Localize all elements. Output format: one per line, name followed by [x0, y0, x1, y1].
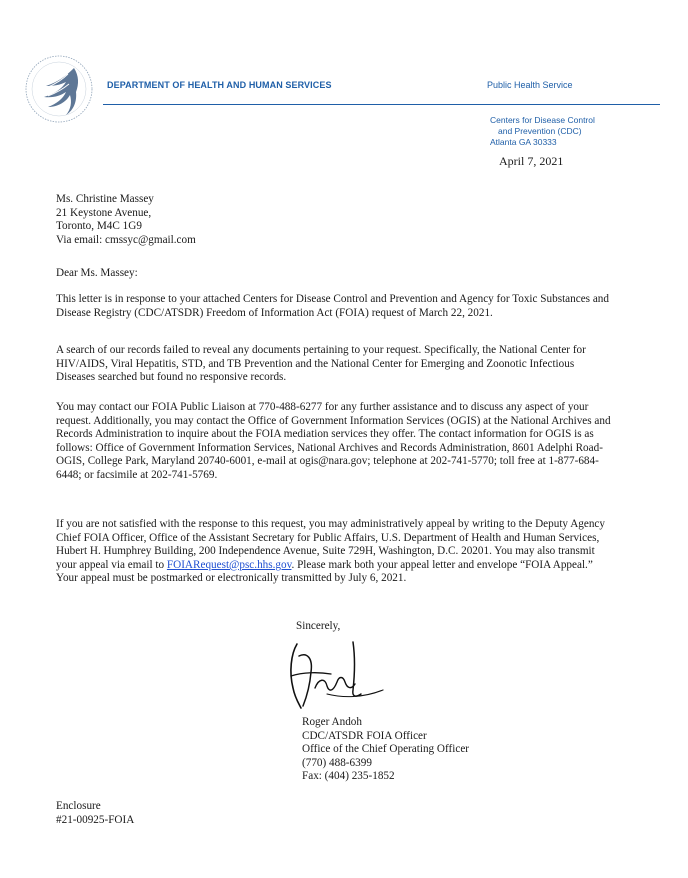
appeal-text: If you are not satisfied with the response to this request, you may administratively appeal by writing to the Deputy Agency Chief FOIA Officer, Office of the Assistant Secretary for Public Affairs, U.S. Department of Health and Human Services, Hubert H. Humphrey Building, 200 Independence Avenue, Suite 729H, Washington, D.C. 20201. You may also transmit your appeal via email to — [56, 518, 605, 571]
signer-fax: Fax: (404) 235-1852 — [302, 770, 395, 783]
appeal-text-end: . Please mark both your appeal letter and envelope “FOIA Appeal.” Your appeal must be postmarked or electronically transmitted by July 6, 2021. — [56, 558, 593, 585]
letterhead-divider — [103, 104, 660, 105]
agency-line: and Prevention (CDC) — [498, 126, 582, 136]
body-paragraph-2: A search of our records failed to reveal any documents pertaining to your request. Specifically, the National Center for HIV/AIDS, Viral Hepatitis, STD, and TB Prevention and the National Center for Emerging and Zoonotic Infectious Diseases searched but found no responsive records. — [56, 344, 586, 384]
enclosure-label: Enclosure — [56, 800, 101, 812]
signer-office: Office of the Chief Operating Officer — [302, 743, 470, 756]
body-paragraph-4 — [56, 518, 616, 586]
service-name: Public Health Service — [487, 80, 573, 90]
signer-name: Roger Andoh — [302, 716, 362, 728]
signer-phone: (770) 488-6399 — [302, 756, 372, 769]
signer-title: CDC/ATSDR FOIA Officer — [302, 729, 427, 742]
enclosure-block — [56, 799, 134, 827]
agency-line: Atlanta GA 30333 — [490, 137, 557, 147]
body-paragraph-3: You may contact our FOIA Public Liaison at 770-488-6277 for any further assistance and to discuss any aspect of your request. Additionally, you may contact the Office of Government Information Services (OGIS) at the National Archives and Records Administration to inquire about the FOIA mediation services they offer. The contact information for OGIS is as follows: Office of Government Information Services, National Archives and Records Administration, 8601 Adelphi Road-OGIS, College Park, Maryland 20740-6001, e-mail at ogis@nara.gov; telephone at 202-741-5770; toll free at 1-877-684-6448; or facsimile at 202-741-5769. — [56, 401, 611, 481]
recipient-name: Ms. Christine Massey — [56, 193, 154, 205]
letter-date: April 7, 2021 — [499, 154, 564, 168]
hhs-eagle-seal-icon — [22, 52, 96, 126]
agency-address — [490, 115, 595, 148]
closing: Sincerely, — [296, 620, 341, 632]
recipient-city: Toronto, M4C 1G9 — [56, 220, 142, 232]
reference-number: #21-00925-FOIA — [56, 814, 135, 826]
recipient-street: 21 Keystone Avenue, — [56, 206, 152, 219]
department-name: DEPARTMENT OF HEALTH AND HUMAN SERVICES — [107, 80, 332, 90]
recipient-address — [56, 193, 196, 247]
recipient-email: Via email: cmssyc@gmail.com — [56, 233, 196, 246]
agency-line: Centers for Disease Control — [490, 115, 595, 125]
salutation: Dear Ms. Massey: — [56, 267, 138, 279]
foia-request-email-link[interactable]: FOIARequest@psc.hhs.gov — [166, 558, 292, 571]
body-paragraph-1: This letter is in response to your attached Centers for Disease Control and Prevention and Agency for Toxic Substances and Disease Registry (CDC/ATSDR) Freedom of Information Act (FOIA) request of March 22, 2021. — [56, 293, 609, 319]
handwritten-signature — [283, 632, 389, 714]
signature-block — [302, 716, 469, 784]
